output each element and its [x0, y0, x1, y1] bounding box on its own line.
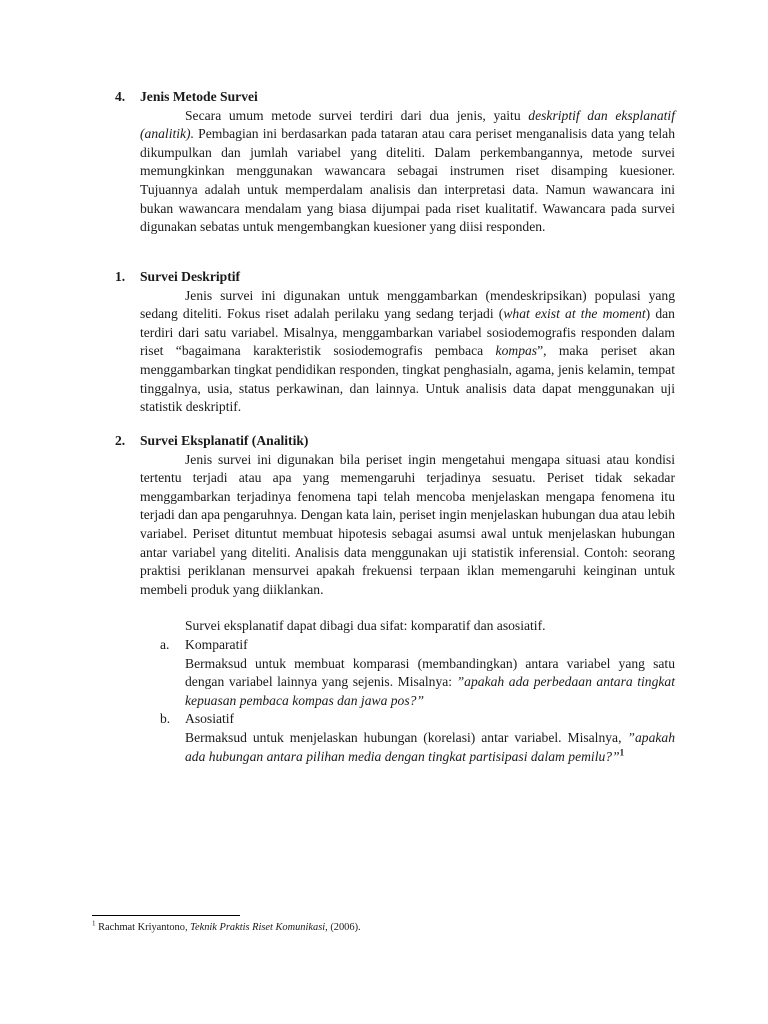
list-marker: b.	[160, 711, 171, 727]
section-title: Jenis Metode Survei	[140, 89, 258, 104]
list-item-body: Bermaksud untuk membuat komparasi (membandingkan) antara variabel yang satu dengan variabel lainnya yang sejenis. Misalnya: ”apakah ada perbedaan antara tingkat kepuasan pembaca kompas dan jawa pos?”	[185, 655, 675, 708]
list-item-komparatif	[115, 636, 675, 655]
footnote-reference[interactable]: 1	[619, 746, 625, 757]
section-survei-deskriptif	[115, 268, 675, 417]
section-number: 4.	[115, 89, 126, 104]
section-survei-eksplanatif	[115, 432, 675, 766]
section-title: Survei Eksplanatif (Analitik)	[140, 433, 309, 448]
section-title: Survei Deskriptif	[140, 269, 241, 284]
section-jenis-metode-survei	[115, 88, 675, 237]
paragraph: Jenis survei ini digunakan bila periset ingin mengetahui mengapa situasi atau kondisi tertentu terjadi atau apa yang memengaruhi terjadinya sesuatu. Periset tidak sekadar menggambarkan terjadinya fenomena tapi telah mencoba menjelaskan mengapa fenomena itu terjadi dan apa pengaruhnya. Dengan kata lain, periset ingin menjelaskan hubungan dua atau lebih variabel. Periset dituntut membuat hipotesis sebagai asumsi awal untuk menjelaskan hubungan antar variabel yang diteliti. Analisis data menggunakan uji statistik inferensial. Contoh: seorang praktisi periklanan mensurvei apakah frekuensi terpaan iklan memengaruhi keinginan untuk membeli produk yang diiklankan.	[140, 451, 675, 597]
section-heading	[115, 268, 675, 287]
paragraph: Survei eksplanatif dapat dibagi dua sifat: komparatif dan asosiatif.	[185, 618, 546, 634]
footnote-separator	[92, 915, 240, 916]
list-item-label: Asosiatif	[185, 711, 235, 727]
section-heading	[115, 432, 675, 451]
footnote: $^1$ Rachmat Kriyantono, Teknik Praktis Riset Komunikasi, (2006).	[92, 919, 361, 933]
italic-term: what exist at the moment	[503, 306, 646, 322]
footnote-book-title: Teknik Praktis Riset Komunikasi	[190, 922, 326, 933]
section-number: 2.	[115, 433, 126, 448]
italic-example: ”apakah ada perbedaan antara tingkat kepuasan pembaca kompas dan jawa pos?”	[185, 674, 675, 708]
list-item-label: Komparatif	[185, 636, 248, 652]
italic-example: ”apakah ada hubungan antara pilihan media dengan tingkat partisipasi dalam pemilu?”	[185, 729, 675, 764]
list-item-body: Bermaksud untuk menjelaskan hubungan (korelasi) antar variabel. Misalnya, ”apakah ada hubungan antara pilihan media dengan tingkat partisipasi dalam pemilu?”$^1$	[185, 729, 675, 764]
list-item-asosiatif	[115, 710, 675, 729]
italic-term: deskriptif dan eksplanatif (analitik).	[140, 107, 675, 142]
section-heading	[115, 88, 675, 107]
section-number: 1.	[115, 269, 126, 284]
list-marker: a.	[160, 636, 170, 652]
paragraph: Jenis survei ini digunakan untuk menggambarkan (mendeskripsikan) populasi yang sedang diteliti. Fokus riset adalah perilaku yang sedang terjadi (what exist at the moment) dan terdiri dari satu variabel. Misalnya, menggambarkan variabel sosiodemografis responden dalam riset “bagaimana karakteristik sosiodemografis pembaca kompas”, maka periset akan menggambarkan tingkat pendidikan responden, tingkat penghasialn, agama, jenis kelamin, tempat tinggalnya, usia, status perkawinan, dan lainnya. Untuk analisis data dapat menggunakan uji statistik deskriptif.	[140, 287, 675, 415]
footnote-mark: 1	[92, 919, 96, 928]
paragraph: Secara umum metode survei terdiri dari dua jenis, yaitu deskriptif dan eksplanatif (analitik). Pembagian ini berdasarkan pada tataran atau cara periset menganalisis data yang telah dikumpulkan dan jumlah variabel yang diteliti. Dalam perkembangannya, metode survei memungkinkan menggunakan wawancara sebagai instrumen riset disamping kuesioner. Tujuannya adalah untuk memperdalam analisis dan interpretasi data. Namun wawancara ini bukan wawancara mendalam yang biasa dijumpai pada riset kualitatif. Wawancara pada survei digunakan sebatas untuk mengembangkan kuesioner yang diisi responden.	[140, 107, 675, 235]
italic-term: kompas	[495, 343, 538, 359]
